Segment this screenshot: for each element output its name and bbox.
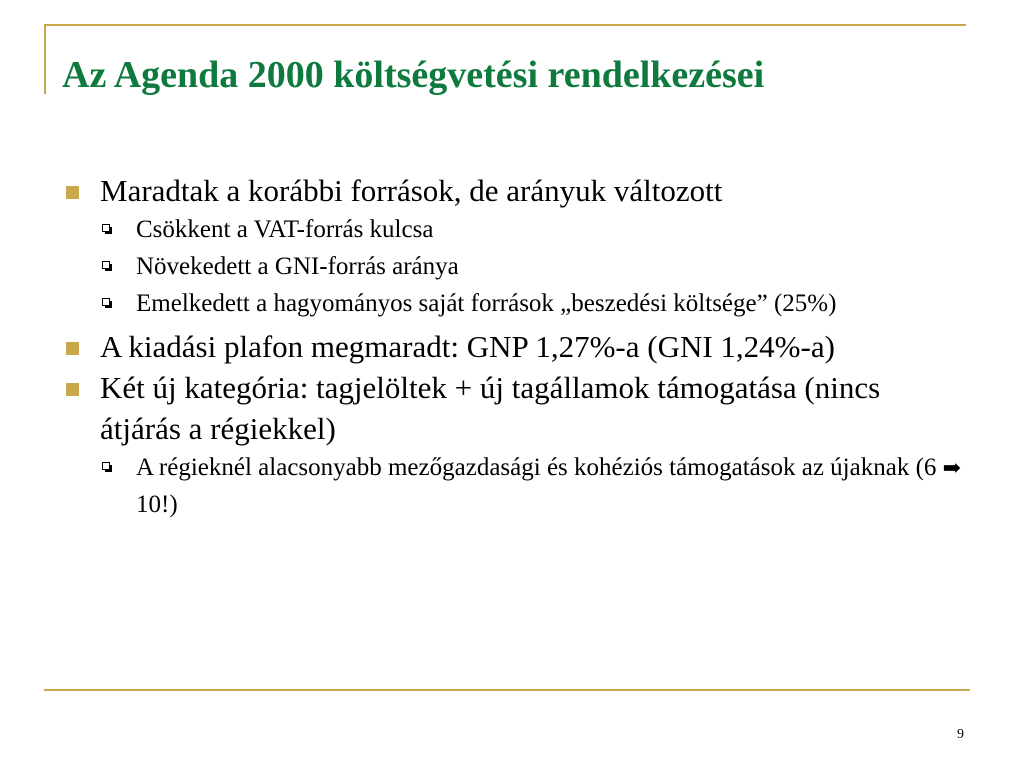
frame-top-line <box>44 24 966 26</box>
bullet-1-sub-2 <box>64 248 964 285</box>
bullet-3-sub-1 <box>64 449 964 523</box>
hollow-square-bullet-icon <box>102 462 110 470</box>
slide-content <box>64 170 964 523</box>
square-bullet-icon <box>66 186 79 199</box>
bullet-1-sub-1-text: Csökkent a VAT-forrás kulcsa <box>136 216 434 243</box>
bullet-3 <box>64 367 964 449</box>
bullet-1-text: Maradtak a korábbi források, de arányuk változott <box>100 173 723 208</box>
hollow-square-bullet-icon <box>102 224 110 232</box>
hollow-square-bullet-icon <box>102 298 110 306</box>
square-bullet-icon <box>66 342 79 355</box>
square-bullet-icon <box>66 383 79 396</box>
bullet-1 <box>64 170 964 211</box>
bullet-1-sub-1 <box>64 211 964 248</box>
bullet-2 <box>64 326 964 367</box>
bullet-1-sub-3-text: Emelkedett a hagyományos saját források „beszedési költsége” (25%) <box>136 290 837 317</box>
slide-title: Az Agenda 2000 költségvetési rendelkezései <box>62 54 765 96</box>
frame-left-line <box>44 24 46 94</box>
bullet-1-sub-3 <box>64 285 964 322</box>
hollow-square-bullet-icon <box>102 261 110 269</box>
right-arrow-icon: ➡ <box>942 455 962 480</box>
page-number: 9 <box>957 727 964 742</box>
footer-line <box>44 689 970 691</box>
bullet-2-text: A kiadási plafon megmaradt: GNP 1,27%-a (GNI 1,24%-a) <box>100 329 835 364</box>
bullet-3-sub-1-text-before: A régieknél alacsonyabb mezőgazdasági és kohéziós támogatások az újaknak (6 <box>136 454 937 481</box>
bullet-1-sub-2-text: Növekedett a GNI-forrás aránya <box>136 253 459 280</box>
bullet-3-sub-1-text-after: 10!) <box>136 491 178 518</box>
bullet-3-text: Két új kategória: tagjelöltek + új tagállamok támogatása (nincs átjárás a régiekkel) <box>100 370 881 446</box>
